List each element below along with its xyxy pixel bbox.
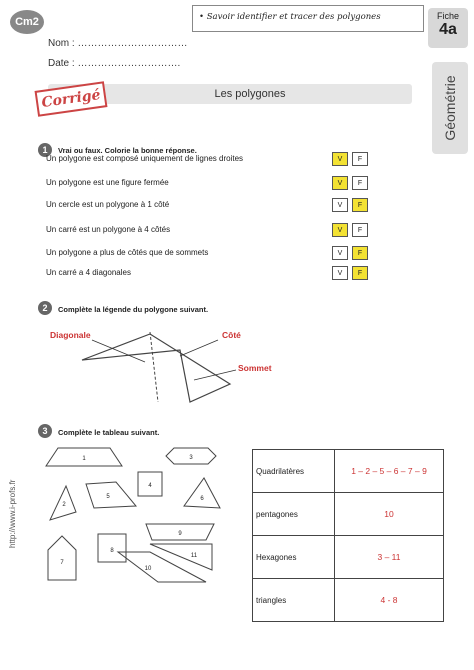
shape-label-11: 11 <box>190 553 198 559</box>
section-title: Complète la légende du polygone suivant. <box>58 305 209 314</box>
question-text: Un polygone a plus de côtés que de sommets <box>46 248 209 257</box>
question-text: Un carré est un polygone à 4 côtés <box>46 225 171 234</box>
true-box[interactable]: V <box>332 152 348 166</box>
fiche-label: Fiche <box>436 11 459 21</box>
polygon-answer[interactable]: 3 – 11 <box>335 536 444 579</box>
false-box[interactable]: F <box>352 152 368 166</box>
table-row <box>253 579 444 622</box>
polygon-table <box>252 449 444 622</box>
polygon-type: pentagones <box>253 493 335 536</box>
true-false-row <box>46 223 376 237</box>
diagonal-line <box>150 332 158 402</box>
section-number: 1 <box>38 143 52 157</box>
subject-label: Géométrie <box>442 75 458 141</box>
page-title: Les polygones <box>48 84 412 104</box>
shape-label-7: 7 <box>60 560 64 566</box>
question-text: Un polygone est composé uniquement de lignes droites <box>46 154 244 163</box>
false-box[interactable]: F <box>352 176 368 190</box>
label-diagonale: Diagonale <box>50 330 91 340</box>
shape-label-10: 10 <box>144 566 152 572</box>
corrige-stamp: Corrigé <box>35 81 108 116</box>
true-box[interactable]: V <box>332 266 348 280</box>
label-cote: Côté <box>222 330 241 340</box>
cote-arrow <box>180 340 218 356</box>
question-text: Un polygone est une figure fermée <box>46 178 169 187</box>
table-row <box>253 493 444 536</box>
section-number: 3 <box>38 424 52 438</box>
polygon-answer[interactable]: 1 – 2 – 5 – 6 – 7 – 9 <box>335 450 444 493</box>
true-false-row <box>46 246 376 260</box>
false-box[interactable]: F <box>352 198 368 212</box>
date-field[interactable]: Date : …………………………. <box>48 58 181 69</box>
shape-label-8: 8 <box>110 548 114 554</box>
level-badge: Cm2 <box>10 10 44 34</box>
shape-label-6: 6 <box>200 496 204 502</box>
false-box[interactable]: F <box>352 266 368 280</box>
true-box[interactable]: V <box>332 176 348 190</box>
shape-6 <box>184 478 220 508</box>
polygon-type: Hexagones <box>253 536 335 579</box>
shape-label-3: 3 <box>189 455 193 461</box>
sommet-arrow <box>194 370 236 380</box>
false-box[interactable]: F <box>352 246 368 260</box>
true-false-row <box>46 198 376 212</box>
true-false-row <box>46 266 376 280</box>
polygon-answer[interactable]: 4 - 8 <box>335 579 444 622</box>
true-box[interactable]: V <box>332 246 348 260</box>
shape-5 <box>86 482 136 508</box>
shapes-set <box>36 442 246 592</box>
false-box[interactable]: F <box>352 223 368 237</box>
source-url: http://www.i-profs.fr <box>8 479 17 548</box>
name-field[interactable]: Nom : …………………………… <box>48 38 188 49</box>
shape-label-2: 2 <box>62 502 66 508</box>
section-number: 2 <box>38 301 52 315</box>
polygon-type: triangles <box>253 579 335 622</box>
shape-7 <box>48 536 76 580</box>
fiche-tag <box>428 8 468 48</box>
section-title: Complète le tableau suivant. <box>58 428 160 437</box>
table-row <box>253 536 444 579</box>
shape-label-5: 5 <box>106 494 110 500</box>
shape-label-9: 9 <box>178 531 182 537</box>
polygon-answer[interactable]: 10 <box>335 493 444 536</box>
objective-box: • Savoir identifier et tracer des polygones <box>192 5 424 32</box>
subject-tab <box>432 62 468 154</box>
label-sommet: Sommet <box>238 363 272 373</box>
question-text: Un cercle est un polygone à 1 côté <box>46 200 170 209</box>
true-false-row <box>46 176 376 190</box>
true-false-row <box>46 152 376 166</box>
polygon-type: Quadrilatères <box>253 450 335 493</box>
shape-label-1: 1 <box>82 456 86 462</box>
section-title: Vrai ou faux. Colorie la bonne réponse. <box>58 146 197 155</box>
true-box[interactable]: V <box>332 198 348 212</box>
fiche-number: 4a <box>439 21 457 38</box>
table-row <box>253 450 444 493</box>
shape-label-4: 4 <box>148 483 152 489</box>
true-box[interactable]: V <box>332 223 348 237</box>
question-text: Un carré a 4 diagonales <box>46 268 131 277</box>
